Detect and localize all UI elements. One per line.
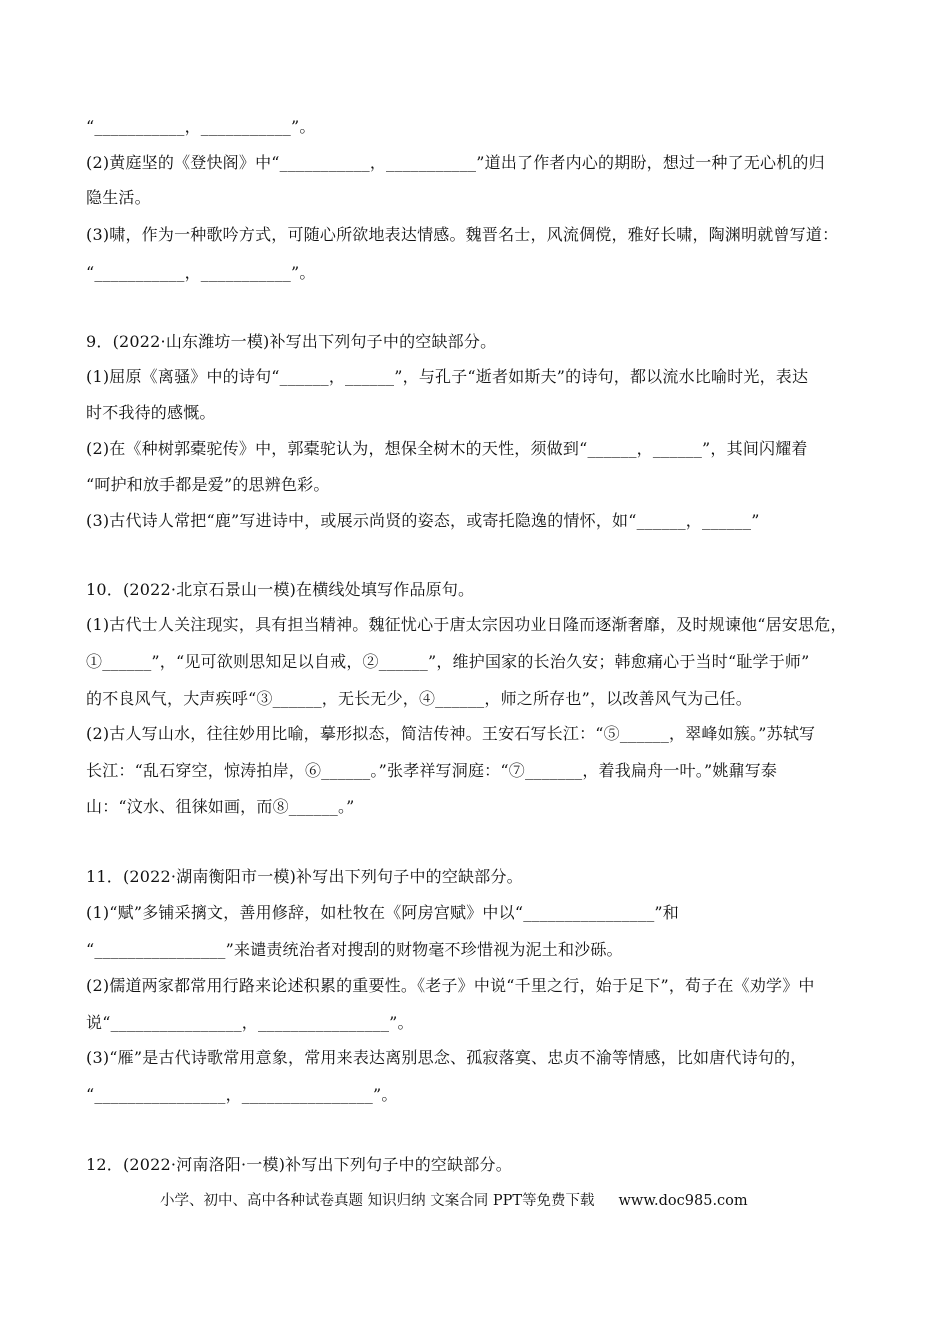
text-line: (2)儒道两家都常用行路来论述积累的重要性。《老子》中说“千里之行，始于足下”，荀子在《劝学》中 xyxy=(86,976,815,995)
text-line: (2)在《种树郭橐驼传》中，郭橐驼认为，想保全树木的天性，须做到“______，______”，其间闪耀着 xyxy=(86,439,808,458)
text-line: (1)“赋”多铺采摛文，善用修辞，如杜牧在《阿房宫赋》中以“________________”和 xyxy=(86,903,679,922)
text-line: “________________，________________”。 xyxy=(86,1085,398,1104)
text-line: “________________”来谴责统治者对搜刮的财物毫不珍惜视为泥土和沙砾。 xyxy=(86,940,623,959)
text-line: “呵护和放手都是爱”的思辨色彩。 xyxy=(86,475,330,494)
text-line: (1)古代士人关注现实，具有担当精神。魏征忧心于唐太宗因功业日隆而逐渐奢靡，及时规谏他“居安思危， xyxy=(86,615,847,634)
text-line: “___________，___________”。 xyxy=(86,117,316,136)
text-line: 长江：“乱石穿空，惊涛拍岸，⑥______。”张孝祥写洞庭：“⑦_______，着我扁舟一叶。”姚鼐写泰 xyxy=(86,761,778,780)
text-line: 说“________________，________________”。 xyxy=(86,1013,414,1032)
text-line: “___________，___________”。 xyxy=(86,263,316,282)
page-footer xyxy=(160,1192,748,1210)
text-line: (2)古人写山水，往往妙用比喻，摹形拟态，简洁传神。王安石写长江：“⑤______，翠峰如簇。”苏轼写 xyxy=(86,724,816,743)
text-line: (3)啸，作为一种歌吟方式，可随心所欲地表达情感。魏晋名士，风流倜傥，雅好长啸，陶渊明就曾写道： xyxy=(86,225,839,244)
text-line: (1)屈原《离骚》中的诗句“______，______”，与孔子“逝者如斯夫”的诗句，都以流水比喻时光，表达 xyxy=(86,367,809,386)
footer-url[interactable]: www.doc985.com xyxy=(618,1193,748,1209)
text-line: 山：“汶水、徂徕如画，而⑧______。” xyxy=(86,797,355,816)
text-line: (3)古代诗人常把“鹿”写进诗中，或展示尚贤的姿态，或寄托隐逸的情怀，如“______，______” xyxy=(86,511,760,530)
question-heading: 9．(2022·山东潍坊一模)补写出下列句子中的空缺部分。 xyxy=(86,332,497,351)
text-line: (2)黄庭坚的《登快阁》中“___________，___________”道出了作者内心的期盼，想过一种了无心机的归 xyxy=(86,153,825,172)
question-heading: 12．(2022·河南洛阳·一模)补写出下列句子中的空缺部分。 xyxy=(86,1155,512,1174)
text-line: ①______”，“见可欲则思知足以自戒，②______”，维护国家的长治久安；韩愈痛心于当时“耻学于师” xyxy=(86,652,810,671)
text-line: 的不良风气，大声疾呼“③______，无长无少，④______，师之所存也”，以改善风气为己任。 xyxy=(86,689,752,708)
question-heading: 11．(2022·湖南衡阳市一模)补写出下列句子中的空缺部分。 xyxy=(86,867,523,886)
footer-text: 小学、初中、高中各种试卷真题 知识归纳 文案合同 PPT等免费下载 xyxy=(160,1193,595,1209)
text-line: (3)“雁”是古代诗歌常用意象，常用来表达离别思念、孤寂落寞、忠贞不渝等情感，比如唐代诗句的， xyxy=(86,1048,807,1067)
question-heading: 10．(2022·北京石景山一模)在横线处填写作品原句。 xyxy=(86,580,475,599)
text-line: 时不我待的感慨。 xyxy=(86,403,216,422)
text-line: 隐生活。 xyxy=(86,188,151,207)
